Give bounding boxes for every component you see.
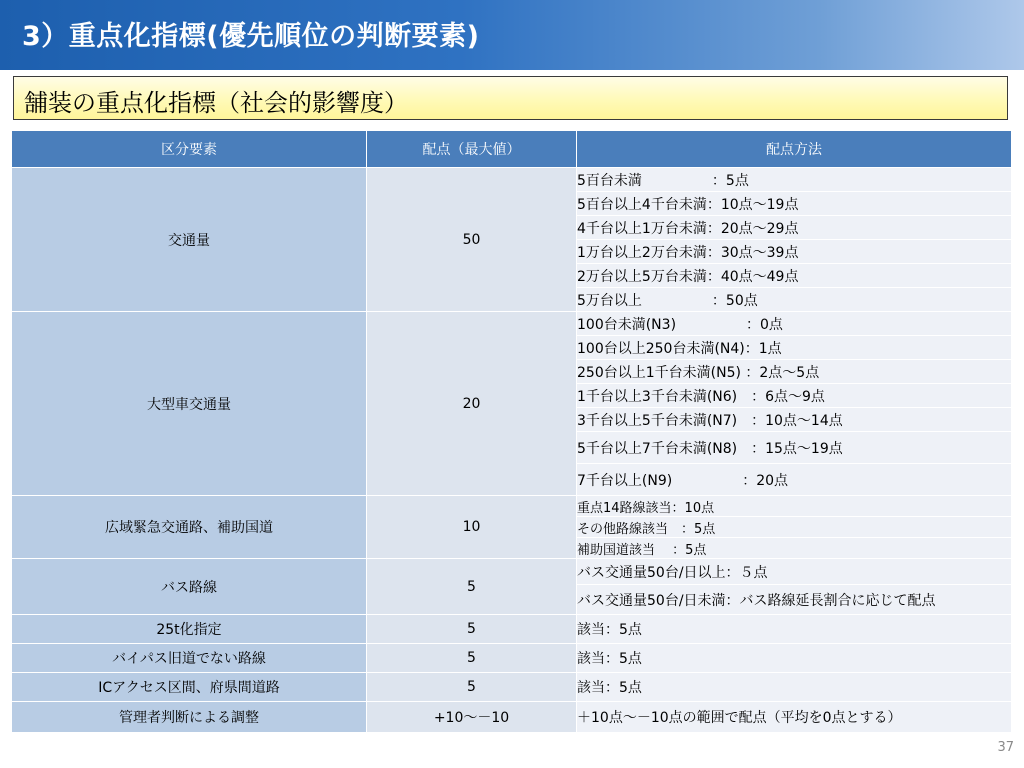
category-cell: ICアクセス区間、府県間道路 xyxy=(12,673,367,702)
column-header-method: 配点方法 xyxy=(577,131,1012,168)
method-cell: 該当：5点 xyxy=(577,673,1012,702)
method-cell: 1千台以上3千台未満(N6) ：6点～9点 xyxy=(577,384,1012,408)
method-cell: 100台以上250台未満(N4)：1点 xyxy=(577,336,1012,360)
subtitle-box xyxy=(13,76,1008,120)
category-cell: 25t化指定 xyxy=(12,615,367,644)
method-cell: 3千台以上5千台未満(N7) ：10点～14点 xyxy=(577,408,1012,432)
category-cell: 大型車交通量 xyxy=(12,312,367,496)
method-cell: 5百台以上4千台未満：10点～19点 xyxy=(577,192,1012,216)
method-cell: 5百台未満 ：5点 xyxy=(577,168,1012,192)
points-cell: +10～－10 xyxy=(367,702,577,733)
points-cell: 5 xyxy=(367,673,577,702)
method-cell: 5千台以上7千台未満(N8) ：15点～19点 xyxy=(577,432,1012,464)
category-cell: 交通量 xyxy=(12,168,367,312)
method-cell: 4千台以上1万台未満：20点～29点 xyxy=(577,216,1012,240)
method-cell: 該当：5点 xyxy=(577,615,1012,644)
points-cell: 5 xyxy=(367,615,577,644)
category-cell: 広域緊急交通路、補助国道 xyxy=(12,496,367,559)
points-cell: 5 xyxy=(367,644,577,673)
method-cell: 100台未満(N3) ：0点 xyxy=(577,312,1012,336)
method-cell: 補助国道該当 ：5点 xyxy=(577,538,1012,559)
method-cell: 5万台以上 ：50点 xyxy=(577,288,1012,312)
table-row xyxy=(12,615,1012,644)
title-bar xyxy=(0,0,1024,70)
points-cell: 50 xyxy=(367,168,577,312)
points-cell: 5 xyxy=(367,559,577,615)
category-cell: バス路線 xyxy=(12,559,367,615)
method-cell: 重点14路線該当：10点 xyxy=(577,496,1012,517)
method-cell: 2万台以上5万台未満：40点～49点 xyxy=(577,264,1012,288)
column-header-category: 区分要素 xyxy=(12,131,367,168)
method-cell: ＋10点～－10点の範囲で配点（平均を0点とする） xyxy=(577,702,1012,733)
method-cell: 1万台以上2万台未満：30点～39点 xyxy=(577,240,1012,264)
category-cell: 管理者判断による調整 xyxy=(12,702,367,733)
table-row xyxy=(12,168,1012,192)
table-header-row xyxy=(12,131,1012,168)
slide-title: 3）重点化指標(優先順位の判断要素) xyxy=(22,21,480,52)
category-cell: バイパス旧道でない路線 xyxy=(12,644,367,673)
method-cell: バス交通量50台/日未満：バス路線延長割合に応じて配点 xyxy=(577,585,1012,615)
table-row xyxy=(12,702,1012,733)
scoring-table xyxy=(11,130,1012,733)
method-cell: 7千台以上(N9) ：20点 xyxy=(577,464,1012,496)
points-cell: 20 xyxy=(367,312,577,496)
table-row xyxy=(12,644,1012,673)
table-row xyxy=(12,496,1012,517)
page-number: 37 xyxy=(997,740,1014,755)
subtitle-text: 舗装の重点化指標（社会的影響度） xyxy=(24,89,408,117)
points-cell: 10 xyxy=(367,496,577,559)
method-cell: 該当：5点 xyxy=(577,644,1012,673)
table-row xyxy=(12,673,1012,702)
column-header-points: 配点（最大値） xyxy=(367,131,577,168)
table-row xyxy=(12,312,1012,336)
method-cell: バス交通量50台/日以上：５点 xyxy=(577,559,1012,585)
method-cell: 250台以上1千台未満(N5) ：2点～5点 xyxy=(577,360,1012,384)
table-row xyxy=(12,559,1012,585)
method-cell: その他路線該当 ：5点 xyxy=(577,517,1012,538)
